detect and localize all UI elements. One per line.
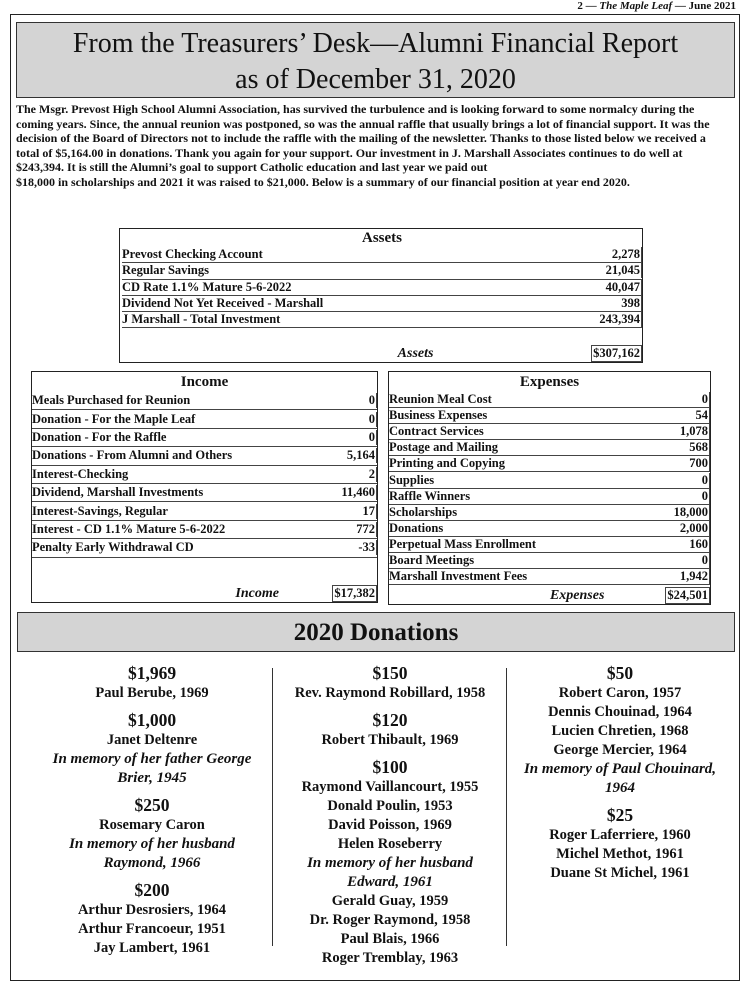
donation-memo: Raymond, 1966	[103, 855, 201, 871]
expenses-row-label: Perpetual Mass Enrollment	[389, 536, 536, 551]
issue-date: — June 2021	[672, 0, 736, 12]
donor-name: Janet Deltenre	[106, 732, 198, 748]
income-row	[32, 429, 377, 447]
page-number: 2 —	[577, 0, 600, 12]
income-row-value: 17	[362, 503, 375, 518]
donation-memo: Brier, 1945	[117, 770, 187, 786]
expenses-row-label: Marshall Investment Fees	[389, 569, 528, 584]
expenses-row-value: 0	[701, 552, 708, 567]
donor-name: Dennis Chouinad, 1964	[548, 704, 692, 720]
donation-amount: $250	[134, 795, 170, 815]
income-row	[32, 447, 377, 465]
income-row-value: 0	[368, 393, 375, 408]
expenses-row	[389, 569, 710, 585]
report-title	[16, 22, 735, 98]
donor-name: Rev. Raymond Robillard, 1958	[294, 685, 486, 701]
expenses-total-value: $24,501	[667, 588, 708, 602]
assets-row	[122, 247, 642, 263]
donation-memo: In memory of her husband	[69, 836, 235, 852]
assets-row-value: 21,045	[605, 263, 640, 278]
donation-amount: $1,969	[127, 663, 177, 683]
assets-row-value: 243,394	[599, 312, 640, 327]
expenses-row-label: Postage and Mailing	[389, 440, 499, 455]
expenses-row-value: 0	[701, 488, 708, 503]
assets-row-label: Prevost Checking Account	[122, 247, 263, 262]
income-row	[32, 539, 377, 557]
intro-paragraph: The Msgr. Prevost High School Alumni Association, has survived the turbulence and is looking forward to some normalcy during the coming years. Since, the annual reunion was postponed, so was the annual raffle that usually brings a lot of financial support. It was the decision of the Board of Directors not to include the raffle with the mailing of the newsletter. Thanks to those listed below we received a total of $5,164.00 in donations. Thank you again for your support. Our investment in J. Marshall Associates continues to do well at $243,394. It is still the Alumni’s goal to support Catholic education and last year we paid out	[16, 102, 710, 175]
donor-name: Robert Thibault, 1969	[321, 732, 459, 748]
expenses-title: Expenses	[519, 374, 580, 390]
expenses-row	[389, 456, 710, 472]
income-row-label: Penalty Early Withdrawal CD	[32, 540, 194, 555]
expenses-row-label: Printing and Copying	[389, 456, 506, 471]
donations-title: 2020 Donations	[17, 612, 735, 652]
donor-name: Robert Caron, 1957	[558, 685, 682, 701]
assets-row-value: 40,047	[605, 279, 640, 294]
expenses-table	[388, 371, 711, 605]
assets-row-label: Regular Savings	[122, 263, 209, 278]
income-row-label: Interest-Savings, Regular	[32, 503, 168, 518]
expenses-row-label: Donations	[389, 520, 444, 535]
assets-row-label: CD Rate 1.1% Mature 5-6-2022	[122, 279, 292, 294]
expenses-row-label: Raffle Winners	[389, 488, 471, 503]
donor-name: Helen Roseberry	[337, 836, 443, 852]
expenses-row	[389, 408, 710, 424]
donations-column-1	[32, 662, 272, 958]
expenses-rows	[389, 392, 710, 585]
expenses-row	[389, 440, 710, 456]
expenses-row	[389, 472, 710, 488]
report-title-line2: as of December 31, 2020	[235, 64, 516, 95]
page-header	[577, 0, 736, 12]
expenses-row-value: 160	[689, 536, 708, 551]
intro-paragraph: $18,000 in scholarships and 2021 it was raised to $21,000. Below is a summary of our financial position at year end 2020.	[16, 174, 630, 189]
expenses-row-value: 0	[701, 392, 708, 407]
assets-row-value: 398	[621, 296, 640, 311]
assets-row-label: Dividend Not Yet Received - Marshall	[122, 296, 324, 311]
income-row-label: Meals Purchased for Reunion	[32, 393, 191, 408]
income-row-value: -33	[358, 540, 375, 555]
assets-total-label: Assets	[397, 346, 434, 361]
donor-name: Paul Blais, 1966	[340, 931, 440, 947]
expenses-row-label: Supplies	[389, 472, 435, 487]
expenses-row-label: Scholarships	[389, 504, 458, 519]
donor-name: Arthur Francoeur, 1951	[78, 921, 226, 937]
income-row	[32, 410, 377, 428]
donation-amount: $200	[134, 880, 170, 900]
donor-name: Lucien Chretien, 1968	[551, 723, 689, 739]
expenses-row	[389, 505, 710, 521]
donations-column-3	[508, 662, 732, 883]
expenses-row-value: 1,942	[679, 569, 708, 584]
income-row-label: Donation - For the Maple Leaf	[32, 411, 196, 426]
expenses-row-value: 18,000	[673, 504, 708, 519]
intro-text	[16, 102, 732, 190]
donor-name: Michel Methot, 1961	[556, 846, 684, 862]
donations-column-2	[274, 662, 506, 968]
donor-name: Roger Laferriere, 1960	[549, 827, 691, 843]
report-title-line1: From the Treasurers’ Desk—Alumni Financial Report	[72, 28, 679, 59]
income-row-value: 11,460	[341, 485, 375, 500]
donor-name: Rosemary Caron	[99, 817, 205, 833]
income-row-label: Donation - For the Raffle	[32, 429, 167, 444]
donation-amount: $120	[372, 710, 408, 730]
donation-amount: $100	[372, 757, 408, 777]
income-row-value: 2	[368, 466, 375, 481]
donor-name: Gerald Guay, 1959	[331, 893, 449, 909]
expenses-row	[389, 392, 710, 408]
income-row	[32, 466, 377, 484]
donation-memo: In memory of her father George	[52, 751, 252, 767]
income-row-value: 0	[368, 411, 375, 426]
income-row-label: Interest - CD 1.1% Mature 5-6-2022	[32, 521, 226, 536]
income-row	[32, 484, 377, 502]
donor-name: Duane St Michel, 1961	[550, 865, 690, 881]
assets-total	[120, 338, 642, 362]
donor-name: Jay Lambert, 1961	[93, 940, 211, 956]
expenses-row-value: 1,078	[679, 424, 708, 439]
income-row	[32, 521, 377, 539]
income-row	[32, 502, 377, 520]
income-title: Income	[180, 374, 229, 390]
income-row	[32, 392, 377, 410]
assets-table	[119, 228, 643, 363]
expenses-row-value: 2,000	[679, 520, 708, 535]
expenses-row	[389, 553, 710, 569]
expenses-row-value: 700	[689, 456, 708, 471]
income-total	[32, 582, 377, 602]
donor-name: Raymond Vaillancourt, 1955	[301, 779, 479, 795]
income-row-label: Dividend, Marshall Investments	[32, 485, 204, 500]
expenses-row-value: 0	[701, 472, 708, 487]
assets-title: Assets	[362, 230, 402, 246]
donor-name: George Mercier, 1964	[553, 742, 687, 758]
donor-name: Roger Tremblay, 1963	[321, 950, 459, 966]
donation-amount: $50	[606, 663, 634, 683]
assets-row-label: J Marshall - Total Investment	[122, 312, 281, 327]
income-row-value: 5,164	[346, 448, 375, 463]
assets-rows	[122, 247, 642, 328]
donor-name: David Poisson, 1969	[328, 817, 452, 833]
income-total-label: Income	[235, 586, 279, 601]
donor-name: Dr. Roger Raymond, 1958	[309, 912, 471, 928]
expenses-total-label: Expenses	[549, 588, 605, 603]
expenses-row-label: Reunion Meal Cost	[389, 392, 492, 407]
donor-name: Paul Berube, 1969	[95, 685, 209, 701]
income-table	[31, 371, 378, 603]
assets-row	[122, 312, 642, 328]
income-rows	[32, 392, 377, 558]
donation-amount: $25	[606, 805, 634, 825]
donor-name: Donald Poulin, 1953	[327, 798, 453, 814]
assets-row	[122, 263, 642, 279]
expenses-row	[389, 489, 710, 505]
publication-name: The Maple Leaf	[599, 0, 673, 12]
donation-amount: $1,000	[127, 710, 177, 730]
assets-total-value: $307,162	[593, 346, 640, 360]
expenses-row	[389, 521, 710, 537]
assets-row-value: 2,278	[611, 247, 640, 262]
income-row-value: 0	[368, 429, 375, 444]
income-total-value: $17,382	[334, 586, 375, 600]
assets-row	[122, 296, 642, 312]
expenses-row-value: 54	[695, 408, 708, 423]
income-row-label: Interest-Checking	[32, 466, 129, 481]
expenses-row	[389, 537, 710, 553]
expenses-row-label: Business Expenses	[389, 408, 488, 423]
expenses-row-value: 568	[689, 440, 708, 455]
donation-memo: In memory of her husband	[307, 855, 473, 871]
column-divider	[506, 668, 507, 946]
expenses-row-label: Contract Services	[389, 424, 484, 439]
donation-memo: Edward, 1961	[347, 874, 433, 890]
expenses-total	[389, 586, 710, 604]
assets-row	[122, 280, 642, 296]
column-divider	[272, 668, 273, 946]
donation-amount: $150	[372, 663, 408, 683]
income-row-label: Donations - From Alumni and Others	[32, 448, 233, 463]
income-row-value: 772	[356, 521, 375, 536]
donation-memo: In memory of Paul Chouinard,	[523, 761, 717, 777]
expenses-row	[389, 424, 710, 440]
donor-name: Arthur Desrosiers, 1964	[77, 902, 227, 918]
donation-memo: 1964	[605, 780, 635, 796]
expenses-row-label: Board Meetings	[389, 552, 475, 567]
